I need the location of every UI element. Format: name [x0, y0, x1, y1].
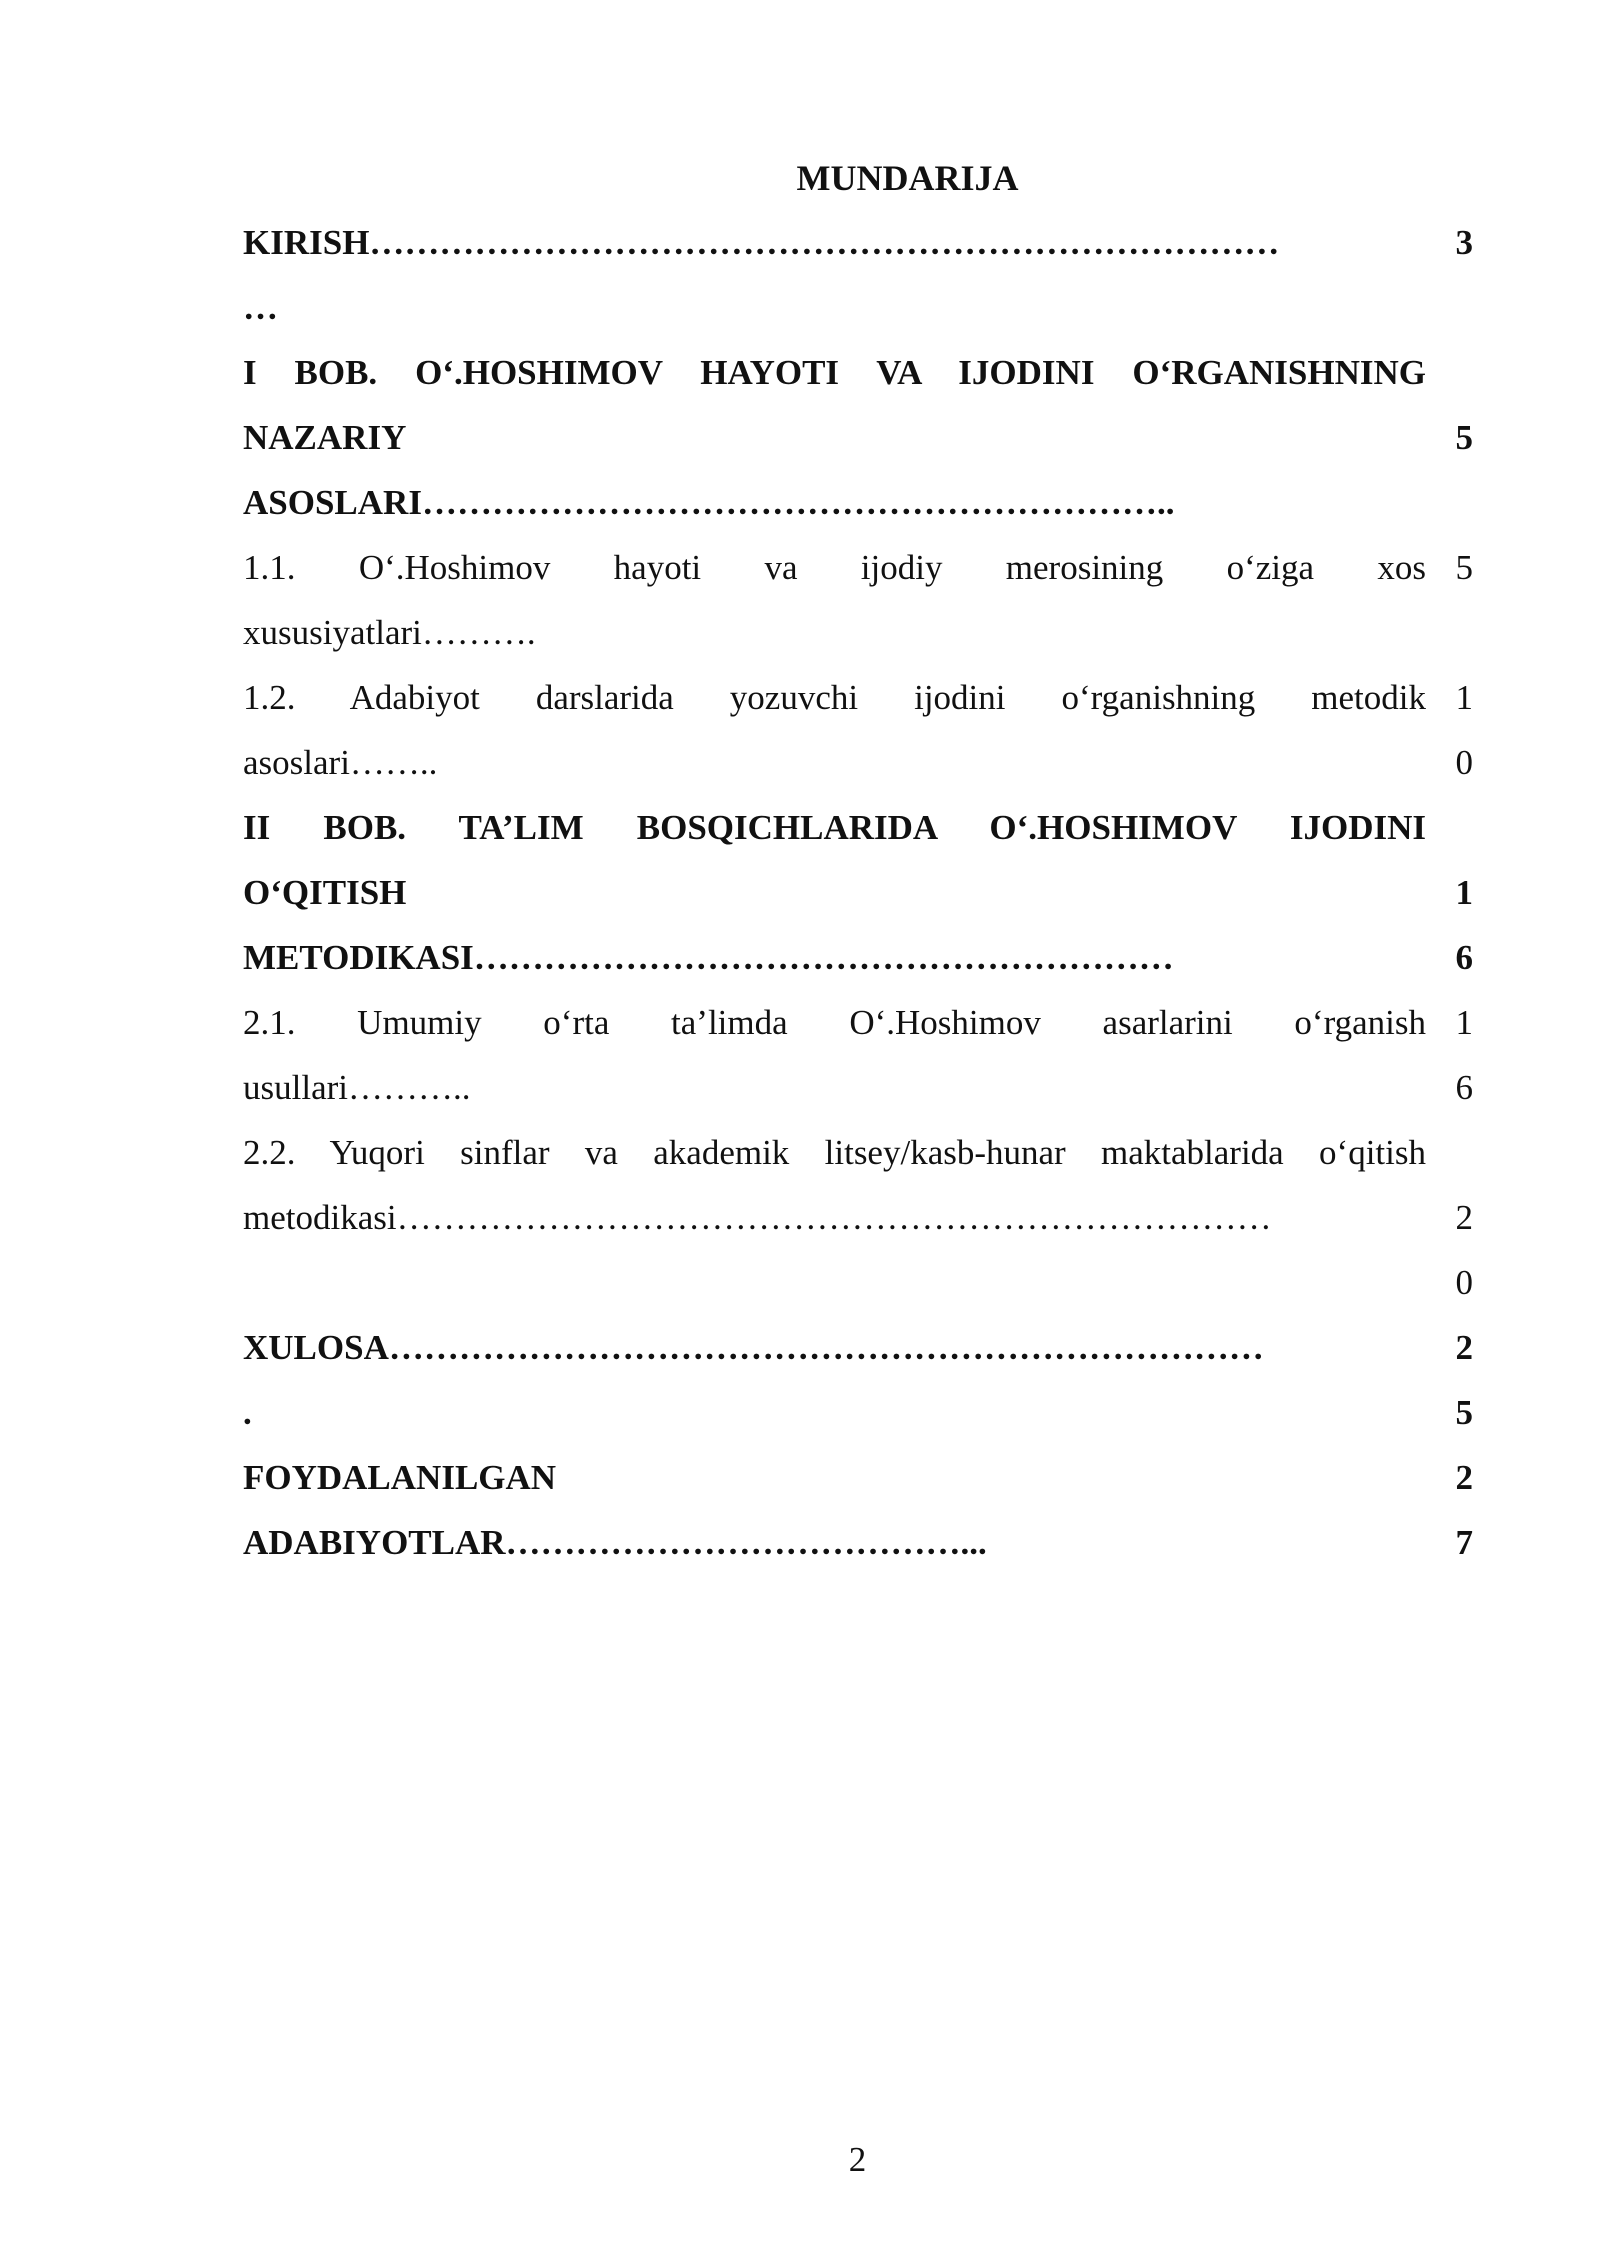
toc-entry-text [243, 340, 1426, 535]
toc-entry-text [243, 665, 1426, 795]
toc-line: . [243, 1393, 252, 1432]
toc-line: ADABIYOTLAR…………………………………... [243, 1523, 987, 1562]
page-number: 2 [848, 2140, 867, 2179]
toc-entry-xulosa[interactable] [243, 1315, 1473, 1445]
table-of-contents [243, 210, 1473, 1575]
toc-entry-text [243, 1120, 1426, 1315]
toc-line: II BOB. TA’LIM BOSQICHLARIDA O‘.HOSHIMOV IJODINI [243, 808, 1426, 847]
toc-page-number: 2 0 [1455, 1198, 1473, 1302]
toc-line: usullari……….. [243, 1068, 471, 1107]
toc-entry-text [243, 990, 1426, 1120]
toc-entry-chapter-1[interactable] [243, 340, 1473, 535]
toc-entry-text [243, 1445, 1426, 1575]
toc-line: XULOSA………………………………………………………………… [243, 1328, 1264, 1367]
toc-line [243, 1250, 1426, 1315]
toc-page-number: 2 7 [1455, 1458, 1473, 1562]
toc-entry-chapter-2[interactable] [243, 795, 1473, 990]
toc-line: … [243, 288, 278, 327]
toc-page-number: 1 0 [1455, 678, 1473, 782]
toc-entry-1-1[interactable] [243, 535, 1473, 665]
toc-entry-kirish[interactable] [243, 210, 1473, 340]
toc-page-number: 1 6 [1455, 1003, 1473, 1107]
toc-line: NAZARIY [243, 418, 407, 457]
toc-line: 1.1. O‘.Hoshimov hayoti va ijodiy merosining o‘ziga xos [243, 548, 1426, 587]
toc-line: 2.2. Yuqori sinflar va akademik litsey/kasb-hunar maktablarida o‘qitish [243, 1133, 1426, 1172]
toc-line: I BOB. O‘.HOSHIMOV HAYOTI VA IJODINI O‘RGANISHNING [243, 353, 1426, 392]
toc-line: asoslari…….. [243, 743, 438, 782]
toc-line: 2.1. Umumiy o‘rta ta’limda O‘.Hoshimov asarlarini o‘rganish [243, 1003, 1426, 1042]
toc-line: ASOSLARI……………………………………………………….. [243, 483, 1175, 522]
toc-line: FOYDALANILGAN [243, 1458, 557, 1497]
toc-line: KIRISH…………………………………………………………………… [243, 223, 1280, 262]
toc-line: METODIKASI…………………………………………………… [243, 938, 1174, 977]
toc-line: metodikasi………………………………………………………………… [243, 1198, 1272, 1237]
toc-entry-text [243, 1315, 1426, 1445]
toc-line: xususiyatlari………. [243, 613, 536, 652]
toc-entry-text [243, 535, 1426, 665]
toc-page-number: 3 [1455, 223, 1473, 262]
page-title: MUNDARIJA [796, 158, 1019, 198]
toc-entry-2-1[interactable] [243, 990, 1473, 1120]
toc-entry-2-2[interactable] [243, 1120, 1473, 1315]
toc-page-number: 5 [1455, 418, 1473, 457]
toc-page-number: 1 6 [1455, 873, 1473, 977]
toc-entry-text [243, 795, 1426, 990]
toc-page-number: 2 5 [1455, 1328, 1473, 1432]
toc-entry-1-2[interactable] [243, 665, 1473, 795]
toc-line: O‘QITISH [243, 873, 407, 912]
toc-line: 1.2. Adabiyot darslarida yozuvchi ijodini o‘rganishning metodik [243, 678, 1426, 717]
toc-entry-text [243, 210, 1426, 340]
toc-entry-references[interactable] [243, 1445, 1473, 1575]
toc-page-number: 5 [1455, 548, 1473, 587]
